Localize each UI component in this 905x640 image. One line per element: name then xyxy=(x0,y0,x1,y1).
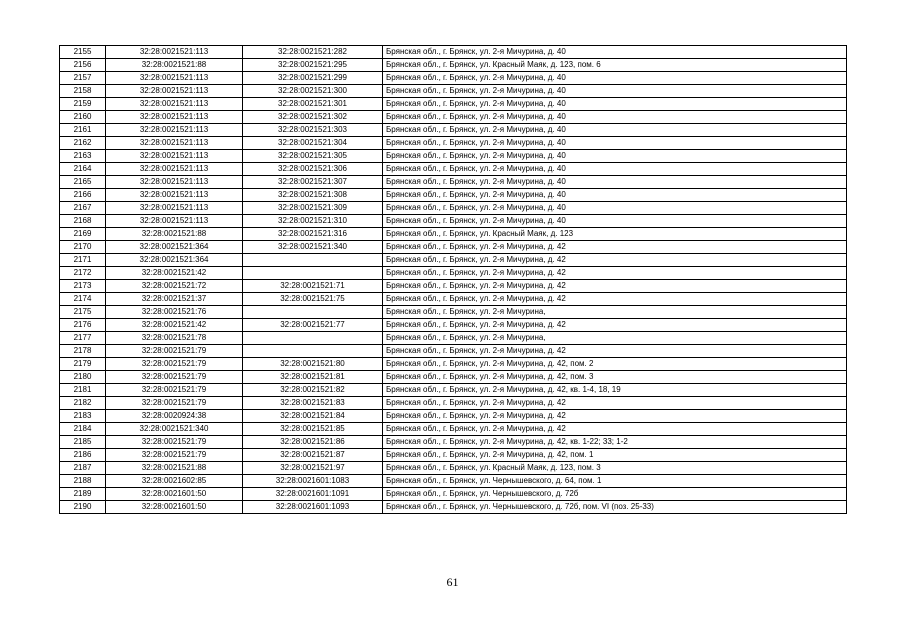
table-row xyxy=(60,241,847,254)
cadastral-number-parcel-cell: 32:28:0021521:113 xyxy=(106,163,243,176)
address-cell: Брянская обл., г. Брянск, ул. 2-я Мичурина, д. 42 xyxy=(383,397,847,410)
address-cell: Брянская обл., г. Брянск, ул. 2-я Мичурина, д. 40 xyxy=(383,215,847,228)
cadastral-number-parcel-cell: 32:28:0021521:364 xyxy=(106,241,243,254)
cadastral-number-object-cell: 32:28:0021521:97 xyxy=(243,462,383,475)
row-number-cell: 2176 xyxy=(60,319,106,332)
address-cell: Брянская обл., г. Брянск, ул. Красный Маяк, д. 123, пом. 3 xyxy=(383,462,847,475)
address-cell: Брянская обл., г. Брянск, ул. 2-я Мичурина, д. 40 xyxy=(383,72,847,85)
cadastral-number-object-cell: 32:28:0021521:306 xyxy=(243,163,383,176)
cadastral-number-parcel-cell: 32:28:0021521:340 xyxy=(106,423,243,436)
address-cell: Брянская обл., г. Брянск, ул. 2-я Мичурина, д. 42, пом. 3 xyxy=(383,371,847,384)
row-number-cell: 2173 xyxy=(60,280,106,293)
table-row xyxy=(60,72,847,85)
cadastral-number-object-cell: 32:28:0021601:1091 xyxy=(243,488,383,501)
address-cell: Брянская обл., г. Брянск, ул. 2-я Мичурина, xyxy=(383,332,847,345)
cadastral-number-parcel-cell: 32:28:0021521:76 xyxy=(106,306,243,319)
row-number-cell: 2155 xyxy=(60,46,106,59)
cadastral-number-parcel-cell: 32:28:0020924:38 xyxy=(106,410,243,423)
cadastral-number-parcel-cell: 32:28:0021521:79 xyxy=(106,345,243,358)
cadastral-number-parcel-cell: 32:28:0021521:113 xyxy=(106,85,243,98)
cadastral-number-object-cell: 32:28:0021521:82 xyxy=(243,384,383,397)
cadastral-number-parcel-cell: 32:28:0021521:37 xyxy=(106,293,243,306)
row-number-cell: 2190 xyxy=(60,501,106,514)
cadastral-number-object-cell: 32:28:0021521:75 xyxy=(243,293,383,306)
row-number-cell: 2168 xyxy=(60,215,106,228)
row-number-cell: 2157 xyxy=(60,72,106,85)
address-cell: Брянская обл., г. Брянск, ул. 2-я Мичурина, д. 42, пом. 1 xyxy=(383,449,847,462)
table-row xyxy=(60,215,847,228)
address-cell: Брянская обл., г. Брянск, ул. 2-я Мичурина, д. 40 xyxy=(383,46,847,59)
row-number-cell: 2180 xyxy=(60,371,106,384)
table-row xyxy=(60,371,847,384)
row-number-cell: 2189 xyxy=(60,488,106,501)
row-number-cell: 2188 xyxy=(60,475,106,488)
cadastral-number-parcel-cell: 32:28:0021521:72 xyxy=(106,280,243,293)
table-row xyxy=(60,267,847,280)
address-cell: Брянская обл., г. Брянск, ул. 2-я Мичурина, д. 42, кв. 1-4, 18, 19 xyxy=(383,384,847,397)
address-cell: Брянская обл., г. Брянск, ул. 2-я Мичурина, д. 40 xyxy=(383,137,847,150)
row-number-cell: 2174 xyxy=(60,293,106,306)
table-row xyxy=(60,501,847,514)
cadastral-number-object-cell xyxy=(243,254,383,267)
cadastral-number-parcel-cell: 32:28:0021521:88 xyxy=(106,462,243,475)
row-number-cell: 2179 xyxy=(60,358,106,371)
cadastral-number-object-cell: 32:28:0021521:303 xyxy=(243,124,383,137)
row-number-cell: 2164 xyxy=(60,163,106,176)
address-cell: Брянская обл., г. Брянск, ул. 2-я Мичурина, д. 42 xyxy=(383,423,847,436)
cadastral-number-object-cell: 32:28:0021601:1093 xyxy=(243,501,383,514)
cadastral-number-object-cell: 32:28:0021521:86 xyxy=(243,436,383,449)
cadastral-number-parcel-cell: 32:28:0021521:42 xyxy=(106,319,243,332)
cadastral-number-parcel-cell: 32:28:0021521:78 xyxy=(106,332,243,345)
cadastral-number-object-cell: 32:28:0021521:340 xyxy=(243,241,383,254)
address-cell: Брянская обл., г. Брянск, ул. 2-я Мичурина, д. 40 xyxy=(383,85,847,98)
address-cell: Брянская обл., г. Брянск, ул. 2-я Мичурина, xyxy=(383,306,847,319)
row-number-cell: 2159 xyxy=(60,98,106,111)
table-row xyxy=(60,436,847,449)
row-number-cell: 2160 xyxy=(60,111,106,124)
row-number-cell: 2181 xyxy=(60,384,106,397)
row-number-cell: 2183 xyxy=(60,410,106,423)
table-row xyxy=(60,319,847,332)
cadastral-number-object-cell: 32:28:0021521:85 xyxy=(243,423,383,436)
address-cell: Брянская обл., г. Брянск, ул. 2-я Мичурина, д. 40 xyxy=(383,163,847,176)
row-number-cell: 2177 xyxy=(60,332,106,345)
cadastral-number-parcel-cell: 32:28:0021521:88 xyxy=(106,59,243,72)
registry-table xyxy=(59,45,847,514)
cadastral-number-parcel-cell: 32:28:0021521:79 xyxy=(106,397,243,410)
row-number-cell: 2172 xyxy=(60,267,106,280)
address-cell: Брянская обл., г. Брянск, ул. 2-я Мичурина, д. 42 xyxy=(383,280,847,293)
table-row xyxy=(60,150,847,163)
cadastral-number-parcel-cell: 32:28:0021521:113 xyxy=(106,137,243,150)
cadastral-number-parcel-cell: 32:28:0021521:113 xyxy=(106,124,243,137)
cadastral-number-object-cell: 32:28:0021521:80 xyxy=(243,358,383,371)
table-row xyxy=(60,137,847,150)
row-number-cell: 2170 xyxy=(60,241,106,254)
address-cell: Брянская обл., г. Брянск, ул. Чернышевского, д. 64, пом. 1 xyxy=(383,475,847,488)
table-row xyxy=(60,176,847,189)
table-row xyxy=(60,111,847,124)
cadastral-number-parcel-cell: 32:28:0021521:113 xyxy=(106,176,243,189)
table-row xyxy=(60,254,847,267)
address-cell: Брянская обл., г. Брянск, ул. 2-я Мичурина, д. 40 xyxy=(383,111,847,124)
registry-table-body xyxy=(60,46,847,514)
address-cell: Брянская обл., г. Брянск, ул. 2-я Мичурина, д. 40 xyxy=(383,176,847,189)
cadastral-number-object-cell: 32:28:0021521:308 xyxy=(243,189,383,202)
address-cell: Брянская обл., г. Брянск, ул. 2-я Мичурина, д. 42 xyxy=(383,254,847,267)
cadastral-number-parcel-cell: 32:28:0021521:113 xyxy=(106,46,243,59)
cadastral-number-object-cell xyxy=(243,267,383,280)
row-number-cell: 2184 xyxy=(60,423,106,436)
cadastral-number-parcel-cell: 32:28:0021521:79 xyxy=(106,371,243,384)
cadastral-number-object-cell: 32:28:0021521:299 xyxy=(243,72,383,85)
cadastral-number-parcel-cell: 32:28:0021521:113 xyxy=(106,111,243,124)
address-cell: Брянская обл., г. Брянск, ул. 2-я Мичурина, д. 40 xyxy=(383,124,847,137)
cadastral-number-object-cell xyxy=(243,306,383,319)
row-number-cell: 2162 xyxy=(60,137,106,150)
row-number-cell: 2161 xyxy=(60,124,106,137)
table-row xyxy=(60,202,847,215)
cadastral-number-parcel-cell: 32:28:0021521:79 xyxy=(106,436,243,449)
table-row xyxy=(60,488,847,501)
row-number-cell: 2171 xyxy=(60,254,106,267)
table-row xyxy=(60,46,847,59)
address-cell: Брянская обл., г. Брянск, ул. 2-я Мичурина, д. 42 xyxy=(383,293,847,306)
address-cell: Брянская обл., г. Брянск, ул. Чернышевского, д. 72б, пом. VI (поз. 25-33) xyxy=(383,501,847,514)
cadastral-number-parcel-cell: 32:28:0021521:113 xyxy=(106,98,243,111)
cadastral-number-object-cell: 32:28:0021521:81 xyxy=(243,371,383,384)
cadastral-number-object-cell: 32:28:0021521:305 xyxy=(243,150,383,163)
cadastral-number-object-cell: 32:28:0021521:307 xyxy=(243,176,383,189)
row-number-cell: 2178 xyxy=(60,345,106,358)
row-number-cell: 2163 xyxy=(60,150,106,163)
row-number-cell: 2167 xyxy=(60,202,106,215)
address-cell: Брянская обл., г. Брянск, ул. 2-я Мичурина, д. 40 xyxy=(383,202,847,215)
row-number-cell: 2186 xyxy=(60,449,106,462)
cadastral-number-object-cell: 32:28:0021521:87 xyxy=(243,449,383,462)
row-number-cell: 2166 xyxy=(60,189,106,202)
table-row xyxy=(60,124,847,137)
address-cell: Брянская обл., г. Брянск, ул. 2-я Мичурина, д. 42 xyxy=(383,345,847,358)
table-row xyxy=(60,358,847,371)
page-number: 61 xyxy=(446,575,459,589)
cadastral-number-object-cell xyxy=(243,345,383,358)
address-cell: Брянская обл., г. Брянск, ул. 2-я Мичурина, д. 42, кв. 1-22; 33; 1-2 xyxy=(383,436,847,449)
address-cell: Брянская обл., г. Брянск, ул. Красный Маяк, д. 123 xyxy=(383,228,847,241)
address-cell: Брянская обл., г. Брянск, ул. 2-я Мичурина, д. 42 xyxy=(383,241,847,254)
table-row xyxy=(60,228,847,241)
address-cell: Брянская обл., г. Брянск, ул. 2-я Мичурина, д. 42, пом. 2 xyxy=(383,358,847,371)
table-row xyxy=(60,423,847,436)
table-row xyxy=(60,189,847,202)
table-row xyxy=(60,293,847,306)
cadastral-number-object-cell: 32:28:0021521:71 xyxy=(243,280,383,293)
table-row xyxy=(60,332,847,345)
cadastral-number-parcel-cell: 32:28:0021601:50 xyxy=(106,488,243,501)
address-cell: Брянская обл., г. Брянск, ул. 2-я Мичурина, д. 42 xyxy=(383,267,847,280)
table-row xyxy=(60,345,847,358)
cadastral-number-object-cell: 32:28:0021521:282 xyxy=(243,46,383,59)
cadastral-number-object-cell: 32:28:0021601:1083 xyxy=(243,475,383,488)
row-number-cell: 2158 xyxy=(60,85,106,98)
table-row xyxy=(60,163,847,176)
cadastral-number-object-cell: 32:28:0021521:84 xyxy=(243,410,383,423)
cadastral-number-parcel-cell: 32:28:0021521:113 xyxy=(106,202,243,215)
cadastral-number-parcel-cell: 32:28:0021521:79 xyxy=(106,358,243,371)
cadastral-number-object-cell: 32:28:0021521:301 xyxy=(243,98,383,111)
cadastral-number-object-cell: 32:28:0021521:309 xyxy=(243,202,383,215)
cadastral-number-parcel-cell: 32:28:0021521:113 xyxy=(106,189,243,202)
address-cell: Брянская обл., г. Брянск, ул. 2-я Мичурина, д. 42 xyxy=(383,319,847,332)
cadastral-number-parcel-cell: 32:28:0021521:42 xyxy=(106,267,243,280)
table-row xyxy=(60,462,847,475)
cadastral-number-object-cell: 32:28:0021521:77 xyxy=(243,319,383,332)
table-row xyxy=(60,98,847,111)
table-row xyxy=(60,85,847,98)
address-cell: Брянская обл., г. Брянск, ул. Красный Маяк, д. 123, пом. 6 xyxy=(383,59,847,72)
cadastral-number-parcel-cell: 32:28:0021602:85 xyxy=(106,475,243,488)
row-number-cell: 2182 xyxy=(60,397,106,410)
cadastral-number-parcel-cell: 32:28:0021521:113 xyxy=(106,72,243,85)
cadastral-number-parcel-cell: 32:28:0021521:79 xyxy=(106,384,243,397)
table-row xyxy=(60,475,847,488)
address-cell: Брянская обл., г. Брянск, ул. Чернышевского, д. 72б xyxy=(383,488,847,501)
table-row xyxy=(60,59,847,72)
cadastral-number-parcel-cell: 32:28:0021521:364 xyxy=(106,254,243,267)
cadastral-number-object-cell: 32:28:0021521:300 xyxy=(243,85,383,98)
address-cell: Брянская обл., г. Брянск, ул. 2-я Мичурина, д. 40 xyxy=(383,189,847,202)
cadastral-number-object-cell: 32:28:0021521:83 xyxy=(243,397,383,410)
table-row xyxy=(60,280,847,293)
cadastral-number-object-cell: 32:28:0021521:310 xyxy=(243,215,383,228)
cadastral-number-parcel-cell: 32:28:0021521:113 xyxy=(106,215,243,228)
row-number-cell: 2185 xyxy=(60,436,106,449)
table-row xyxy=(60,384,847,397)
cadastral-number-object-cell: 32:28:0021521:316 xyxy=(243,228,383,241)
row-number-cell: 2156 xyxy=(60,59,106,72)
cadastral-number-object-cell: 32:28:0021521:304 xyxy=(243,137,383,150)
cadastral-number-object-cell xyxy=(243,332,383,345)
row-number-cell: 2169 xyxy=(60,228,106,241)
address-cell: Брянская обл., г. Брянск, ул. 2-я Мичурина, д. 40 xyxy=(383,150,847,163)
table-row xyxy=(60,397,847,410)
table-row xyxy=(60,410,847,423)
cadastral-number-parcel-cell: 32:28:0021521:79 xyxy=(106,449,243,462)
address-cell: Брянская обл., г. Брянск, ул. 2-я Мичурина, д. 40 xyxy=(383,98,847,111)
cadastral-number-parcel-cell: 32:28:0021601:50 xyxy=(106,501,243,514)
row-number-cell: 2187 xyxy=(60,462,106,475)
table-row xyxy=(60,306,847,319)
cadastral-number-object-cell: 32:28:0021521:295 xyxy=(243,59,383,72)
cadastral-number-parcel-cell: 32:28:0021521:113 xyxy=(106,150,243,163)
address-cell: Брянская обл., г. Брянск, ул. 2-я Мичурина, д. 42 xyxy=(383,410,847,423)
row-number-cell: 2175 xyxy=(60,306,106,319)
cadastral-number-parcel-cell: 32:28:0021521:88 xyxy=(106,228,243,241)
row-number-cell: 2165 xyxy=(60,176,106,189)
table-row xyxy=(60,449,847,462)
cadastral-number-object-cell: 32:28:0021521:302 xyxy=(243,111,383,124)
